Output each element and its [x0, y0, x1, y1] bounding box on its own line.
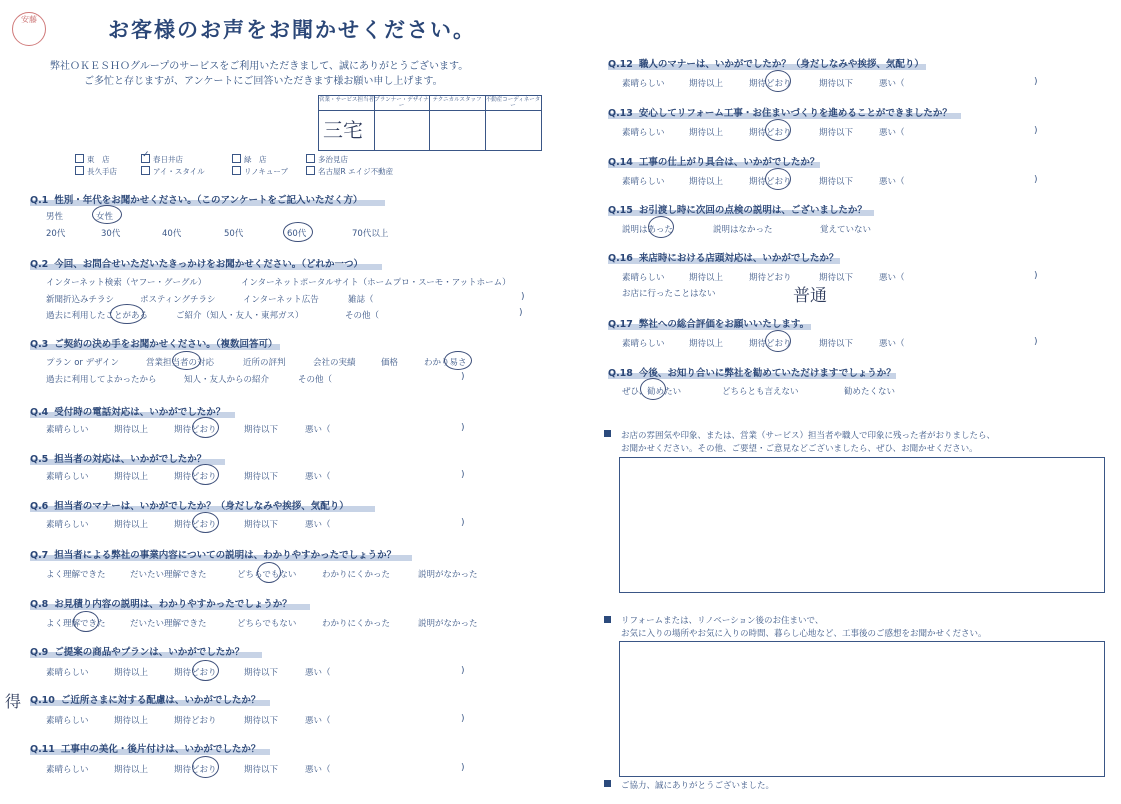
staff-header-realestate: 不動産コーディネーター [485, 97, 541, 109]
store-kasugai[interactable]: ✓ 春日井店 [142, 150, 183, 164]
q10-opt-excellent[interactable]: 素晴らしい [46, 716, 89, 726]
q1-age-50s[interactable]: 50代 [224, 229, 244, 239]
q11-answer-circle [192, 756, 219, 778]
q4-opt-below[interactable]: 期待以下 [244, 425, 279, 435]
store-istyle[interactable]: アイ・スタイル [141, 166, 205, 177]
q16-opt-excellent[interactable]: 素晴らしい [622, 273, 665, 283]
staff-header-sales: 営業・サービス担当者 [319, 97, 375, 103]
q3-opt-clarity[interactable]: わかり易さ [424, 358, 467, 368]
q16-opt-as-expected[interactable]: 期待どおり [749, 273, 792, 283]
q3-opt-plan[interactable]: プラン or デザイン [46, 358, 120, 368]
q13-opt-above[interactable]: 期待以上 [689, 128, 724, 138]
q10-opt-bad[interactable]: 悪い（ [305, 716, 331, 726]
q9-opt-above[interactable]: 期待以上 [114, 668, 149, 678]
q2-opt-newspaper[interactable]: 新聞折込みチラシ [46, 295, 115, 305]
q13-question: Q.13 安心してリフォーム工事・お住まいづくりを進めることができましたか？ [608, 108, 952, 119]
free1-comment-box[interactable] [619, 457, 1105, 593]
q3-answer-circle-sales [172, 351, 201, 370]
q16-question: Q.16 来店時における店頭対応は、いかがでしたか？ [608, 253, 839, 264]
q5-opt-above[interactable]: 期待以上 [114, 472, 149, 482]
intro-line-1: 弊社ＯＫＥＳＨＯグループのサービスをご利用いただきまして、誠にありがとうございます。 [50, 61, 469, 72]
q12-opt-below[interactable]: 期待以下 [819, 79, 854, 89]
q7-question: Q.7 担当者による弊社の事業内容についての説明は、わかりやすかったでしょうか？ [30, 550, 397, 561]
q1-age-70s[interactable]: 70代以上 [352, 229, 389, 239]
q16-opt-bad[interactable]: 悪い（ [879, 273, 905, 283]
margin-note: 得 [5, 692, 22, 711]
q3-opt-good-past[interactable]: 過去に利用してよかったから [46, 375, 157, 385]
q5-opt-bad[interactable]: 悪い（ [305, 472, 331, 482]
q13-opt-bad[interactable]: 悪い（ [879, 128, 905, 138]
page-title: お客様のお声をお聞かせください。 [108, 18, 476, 42]
q3-opt-other[interactable]: その他（ [298, 375, 333, 385]
q4-opt-bad[interactable]: 悪い（ [305, 425, 331, 435]
q13-opt-excellent[interactable]: 素晴らしい [622, 128, 665, 138]
q13-opt-as-expected[interactable]: 期待どおり [749, 128, 792, 138]
q8-answer-circle [73, 611, 99, 632]
q11-opt-as-expected[interactable]: 期待どおり [174, 765, 217, 775]
q7-answer-circle [257, 562, 281, 583]
q2-opt-posting[interactable]: ポスティングチラシ [140, 295, 216, 305]
name-stamp: 安藤 [12, 12, 46, 46]
q7-opt-none[interactable]: 説明がなかった [418, 570, 478, 580]
q1-age-40s[interactable]: 40代 [162, 229, 182, 239]
q10-opt-as-expected[interactable]: 期待どおり [174, 716, 217, 726]
store-tajimi[interactable]: 多治見店 [306, 154, 348, 165]
q14-opt-below[interactable]: 期待以下 [819, 177, 854, 187]
staff-header-planner: プランナー・デザイナー [374, 97, 429, 109]
q9-question: Q.9 ご提案の商品やプランは、いかがでしたか？ [30, 647, 245, 658]
q14-question: Q.14 工事の仕上がり具合は、いかがでしたか？ [608, 157, 820, 168]
q2-opt-portal[interactable]: インターネットポータルサイト（ホームプロ・スーモ・アットホーム） [241, 278, 511, 288]
q14-opt-bad[interactable]: 悪い（ [879, 177, 905, 187]
q3-opt-track-record[interactable]: 会社の実績 [313, 358, 356, 368]
q8-opt-unclear[interactable]: わかりにくかった [322, 619, 391, 629]
q15-opt-explained[interactable]: 説明はあった [622, 225, 673, 235]
q2-opt-magazine[interactable]: 雑誌（ [348, 295, 374, 305]
q1-age-answer-circle [283, 222, 313, 242]
q8-opt-mostly[interactable]: だいたい理解できた [130, 619, 207, 629]
free2-prompt-line2: お気に入りの場所やお気に入りの時間、暮らし心地など、工事後のご感想をお聞かせください。 [621, 629, 987, 639]
staff-header-technical: テクニカルスタッフ [432, 97, 482, 103]
free1-prompt-line2: お聞かせください。その他、ご要望・ご意見などございましたら、ぜひ、お聞かせください。 [621, 444, 978, 454]
q9-opt-below[interactable]: 期待以下 [244, 668, 279, 678]
q2-opt-web-ad[interactable]: インターネット広告 [243, 295, 319, 305]
q3-answer-circle-clarity [444, 351, 472, 370]
staff-table [318, 95, 542, 151]
q14-opt-excellent[interactable]: 素晴らしい [622, 177, 665, 187]
q5-opt-excellent[interactable]: 素晴らしい [46, 472, 89, 482]
q17-opt-bad[interactable]: 悪い（ [879, 339, 905, 349]
q9-answer-circle [192, 660, 219, 681]
q7-opt-mostly[interactable]: だいたい理解できた [130, 570, 207, 580]
q11-opt-above[interactable]: 期待以上 [114, 765, 149, 775]
q6-opt-bad[interactable]: 悪い（ [305, 520, 331, 530]
q3-question: Q.3 ご契約の決め手をお聞かせください。（複数回答可） [30, 339, 278, 350]
q4-question: Q.4 受付時の電話対応は、いかがでしたか？ [30, 407, 226, 418]
q9-opt-bad[interactable]: 悪い（ [305, 668, 331, 678]
q9-opt-excellent[interactable]: 素晴らしい [46, 668, 89, 678]
q3-opt-price[interactable]: 価格 [381, 358, 399, 368]
q2-answer-circle [110, 304, 144, 324]
q12-answer-circle [765, 70, 791, 92]
q7-opt-understood[interactable]: よく理解できた [46, 570, 106, 580]
q6-answer-circle [192, 512, 219, 533]
q12-opt-above[interactable]: 期待以上 [689, 79, 724, 89]
q8-opt-neither[interactable]: どちらでもない [237, 619, 297, 629]
q17-question: Q.17 弊社への総合評価をお願いいたします。 [608, 319, 810, 330]
q5-opt-as-expected[interactable]: 期待どおり [174, 472, 217, 482]
q1-female-answer-circle [92, 205, 122, 224]
store-renocube[interactable]: リノキューブ [232, 166, 288, 177]
q18-opt-recommend[interactable]: ぜひ、勧めたい [622, 387, 682, 397]
q13-opt-below[interactable]: 期待以下 [819, 128, 854, 138]
q13-answer-circle [765, 119, 791, 141]
store-midori[interactable]: 緑 店 [232, 154, 267, 165]
q18-opt-neutral[interactable]: どちらとも言えない [722, 387, 799, 397]
q16-handwritten-note: 普通 [793, 286, 827, 306]
q1-age-60s[interactable]: 60代 [287, 229, 307, 239]
q15-opt-not-explained[interactable]: 説明はなかった [713, 225, 773, 235]
q11-opt-excellent[interactable]: 素晴らしい [46, 765, 89, 775]
q8-opt-none[interactable]: 説明がなかった [418, 619, 478, 629]
q15-question: Q.15 お引渡し時に次回の点検の説明は、ございましたか？ [608, 205, 867, 216]
q10-question: Q.10 ご近所さまに対する配慮は、いかがでしたか？ [30, 695, 261, 706]
q4-opt-above[interactable]: 期待以上 [114, 425, 149, 435]
q12-opt-bad[interactable]: 悪い（ [879, 79, 905, 89]
q18-question: Q.18 今後、お知り合いに弊社を勧めていただけますでしょうか？ [608, 368, 896, 379]
free2-comment-box[interactable] [619, 641, 1105, 777]
q4-opt-as-expected[interactable]: 期待どおり [174, 425, 217, 435]
q14-opt-above[interactable]: 期待以上 [689, 177, 724, 187]
q1-age-30s[interactable]: 30代 [101, 229, 121, 239]
q16-opt-above[interactable]: 期待以上 [689, 273, 724, 283]
free1-prompt-line1: お店の雰囲気や印象、または、営業（サービス）担当者や職人で印象に残った者がおりましたら、 [621, 431, 996, 441]
free2-prompt-line1: リフォームまたは、リノベーション後のお住まいで、 [621, 616, 824, 626]
q15-opt-not-remember[interactable]: 覚えていない [820, 225, 872, 235]
q10-opt-below[interactable]: 期待以下 [244, 716, 279, 726]
q2-opt-past-use[interactable]: 過去に利用したことがある [46, 311, 149, 321]
q17-opt-above[interactable]: 期待以上 [689, 339, 724, 349]
q4-answer-circle [192, 417, 219, 438]
q6-opt-above[interactable]: 期待以上 [114, 520, 149, 530]
q1-gender-female[interactable]: 女性 [96, 212, 114, 222]
q8-opt-understood[interactable]: よく理解できた [46, 619, 106, 629]
q17-opt-as-expected[interactable]: 期待どおり [749, 339, 792, 349]
q3-opt-reputation[interactable]: 近所の評判 [243, 358, 286, 368]
store-nagoya-r[interactable]: 名古屋R エイジ不動産 [306, 166, 393, 177]
q12-opt-as-expected[interactable]: 期待どおり [749, 79, 792, 89]
q14-opt-as-expected[interactable]: 期待どおり [749, 177, 792, 187]
store-higashi[interactable]: 東 店 [75, 154, 110, 165]
store-nagakute[interactable]: 長久手店 [75, 166, 117, 177]
q6-opt-excellent[interactable]: 素晴らしい [46, 520, 89, 530]
q7-opt-neither[interactable]: どちらでもない [237, 570, 297, 580]
bullet-square-2 [604, 616, 611, 623]
q3-opt-sales-rep[interactable]: 営業担当者の対応 [146, 358, 215, 368]
q6-opt-as-expected[interactable]: 期待どおり [174, 520, 217, 530]
q14-answer-circle [765, 168, 791, 190]
q3-opt-friend[interactable]: 知人・友人からの紹介 [184, 375, 270, 385]
q1-question: Q.1 性別・年代をお聞かせください。（このアンケートをご記入いただく方） [30, 195, 363, 206]
q17-answer-circle [765, 330, 791, 352]
q10-opt-above[interactable]: 期待以上 [114, 716, 149, 726]
staff-sales-name: 三宅 [323, 118, 363, 142]
q5-question: Q.5 担当者の対応は、いかがでしたか？ [30, 454, 207, 465]
q17-opt-excellent[interactable]: 素晴らしい [622, 339, 665, 349]
q2-opt-other[interactable]: その他（ [345, 311, 380, 321]
q18-opt-not-recommend[interactable]: 勧めたくない [844, 387, 896, 397]
q1-gender-male[interactable]: 男性 [46, 212, 64, 222]
q15-answer-circle [648, 216, 674, 238]
q6-opt-below[interactable]: 期待以下 [244, 520, 279, 530]
q16-opt-never-visited[interactable]: お店に行ったことはない [622, 289, 716, 299]
q12-opt-excellent[interactable]: 素晴らしい [622, 79, 665, 89]
q11-opt-below[interactable]: 期待以下 [244, 765, 279, 775]
q6-question: Q.6 担当者のマナーは、いかがでしたか？（身だしなみや挨拶、気配り） [30, 501, 349, 512]
footer-thanks: ご協力、誠にありがとうございました。 [621, 781, 775, 791]
q2-opt-referral[interactable]: ご紹介（知人・友人・東邦ガス） [176, 311, 304, 321]
q8-question: Q.8 お見積り内容の説明は、わかりやすかったでしょうか？ [30, 599, 292, 610]
q11-opt-bad[interactable]: 悪い（ [305, 765, 331, 775]
q2-question: Q.2 今回、お問合せいただいたきっかけをお聞かせください。（どれか一つ） [30, 259, 364, 270]
q11-question: Q.11 工事中の美化・後片付けは、いかがでしたか？ [30, 744, 261, 755]
q2-opt-search[interactable]: インターネット検索（ヤフー・グーグル） [46, 278, 207, 288]
bullet-square-3 [604, 780, 611, 787]
q12-question: Q.12 職人のマナーは、いかがでしたか？（身だしなみや挨拶、気配り） [608, 59, 924, 70]
q5-opt-below[interactable]: 期待以下 [244, 472, 279, 482]
q18-answer-circle [640, 378, 666, 400]
q4-opt-excellent[interactable]: 素晴らしい [46, 425, 89, 435]
q16-opt-below[interactable]: 期待以下 [819, 273, 854, 283]
q1-age-20s[interactable]: 20代 [46, 229, 66, 239]
q7-opt-unclear[interactable]: わかりにくかった [322, 570, 391, 580]
bullet-square-1 [604, 430, 611, 437]
q17-opt-below[interactable]: 期待以下 [819, 339, 854, 349]
q9-opt-as-expected[interactable]: 期待どおり [174, 668, 217, 678]
intro-line-2: ご多忙と存じますが、アンケートにご回答いただきます様お願い申し上げます。 [84, 76, 443, 87]
q5-answer-circle [192, 464, 219, 485]
